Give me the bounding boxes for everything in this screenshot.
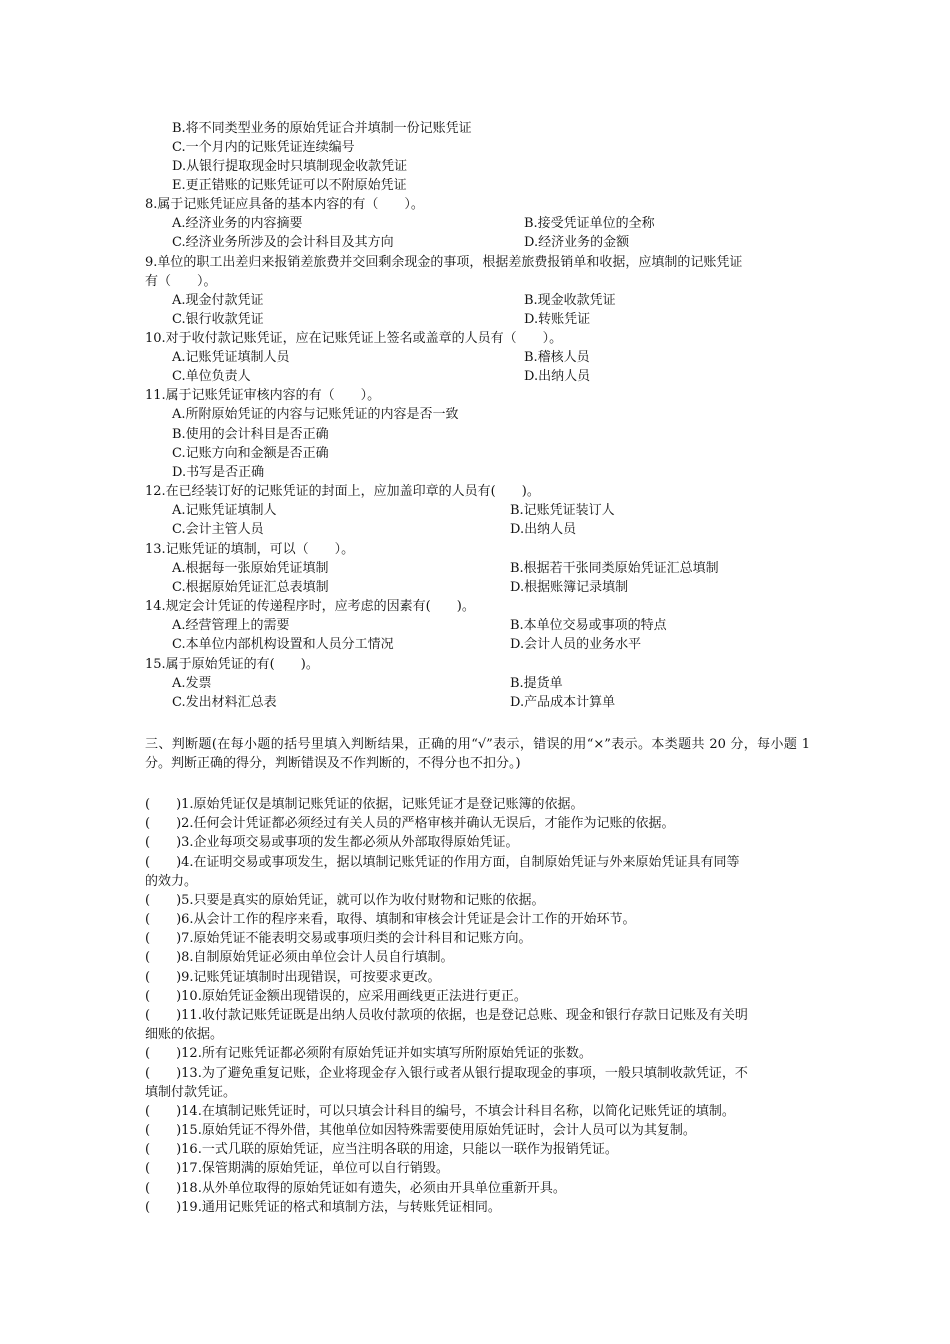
judge-item-11-cont: 细账的依据。 [145, 1027, 224, 1042]
judge-item-text: 10.原始凭证金额出现错误的，应采用画线更正法进行更正。 [181, 989, 527, 1004]
judge-item-7 [145, 929, 532, 948]
question-9-option-b: B.现金收款凭证 [524, 293, 616, 308]
question-15-option-b: B.提货单 [510, 676, 563, 691]
answer-bracket[interactable]: ( ) [145, 1066, 182, 1081]
question-10-option-c: C.单位负责人 [172, 369, 251, 384]
answer-bracket[interactable]: ( ) [145, 1181, 182, 1196]
judge-item-13 [145, 1064, 748, 1083]
question-9-stem-cont: 有（ ）。 [145, 274, 217, 289]
question-8-stem: 8.属于记账凭证应具备的基本内容的有（ ）。 [145, 197, 424, 212]
judge-item-text: 3.企业每项交易或事项的发生都必须从外部取得原始凭证。 [181, 835, 519, 850]
answer-bracket[interactable]: ( ) [145, 931, 182, 946]
question-14-option-b: B.本单位交易或事项的特点 [510, 618, 667, 633]
judge-item-2 [145, 814, 675, 833]
question-13-option-d: D.根据账簿记录填制 [510, 580, 629, 595]
question-15-option-c: C.发出材料汇总表 [172, 695, 277, 710]
question-8-option-c: C.经济业务所涉及的会计科目及其方向 [172, 235, 394, 250]
judge-item-8 [145, 948, 454, 967]
answer-bracket[interactable]: ( ) [145, 855, 182, 870]
judge-item-5 [145, 891, 545, 910]
question-11-option-b: B.使用的会计科目是否正确 [172, 427, 329, 442]
question-15-stem: 15.属于原始凭证的有( )。 [145, 657, 319, 672]
option-e: E.更正错账的记账凭证可以不附原始凭证 [172, 178, 407, 193]
question-12-option-b: B.记账凭证装订人 [510, 503, 615, 518]
question-10-option-a: A.记账凭证填制人员 [172, 350, 290, 365]
judge-item-15 [145, 1121, 696, 1140]
judge-item-text: 2.任何会计凭证都必须经过有关人员的严格审核并确认无误后，才能作为记账的依据。 [181, 816, 675, 831]
question-12-option-c: C.会计主管人员 [172, 522, 264, 537]
judge-item-text: 1.原始凭证仅是填制记账凭证的依据，记账凭证才是登记账簿的依据。 [181, 797, 584, 812]
answer-bracket[interactable]: ( ) [145, 1200, 182, 1215]
judge-item-text: 8.自制原始凭证必须由单位会计人员自行填制。 [181, 950, 454, 965]
judge-item-text: 12.所有记账凭证都必须附有原始凭证并如实填写所附原始凭证的张数。 [181, 1046, 592, 1061]
judge-item-19 [145, 1198, 501, 1217]
judge-item-13-cont: 填制付款凭证。 [145, 1085, 237, 1100]
question-9-stem: 9.单位的职工出差归来报销差旅费并交回剩余现金的事项，根据差旅费报销单和收据，应填制的记账凭证 [145, 255, 743, 270]
judge-item-6 [145, 910, 636, 929]
question-13-option-c: C.根据原始凭证汇总表填制 [172, 580, 329, 595]
judge-item-4-cont: 的效力。 [145, 874, 198, 889]
question-15-option-d: D.产品成本计算单 [510, 695, 616, 710]
judge-item-text: 19.通用记账凭证的格式和填制方法，与转账凭证相同。 [181, 1200, 501, 1215]
question-13-option-b: B.根据若干张同类原始凭证汇总填制 [510, 561, 719, 576]
question-13-option-a: A.根据每一张原始凭证填制 [172, 561, 329, 576]
answer-bracket[interactable]: ( ) [145, 816, 182, 831]
judge-item-text: 13.为了避免重复记账，企业将现金存入银行或者从银行提取现金的事项，一般只填制收款凭证，不 [181, 1066, 748, 1081]
question-14-stem: 14.规定会计凭证的传递程序时，应考虑的因素有( )。 [145, 599, 475, 614]
option-c: C.一个月内的记账凭证连续编号 [172, 140, 355, 155]
answer-bracket[interactable]: ( ) [145, 1142, 182, 1157]
question-10-option-d: D.出纳人员 [524, 369, 591, 384]
question-11-option-d: D.书写是否正确 [172, 465, 265, 480]
judge-item-text: 14.在填制记账凭证时，可以只填会计科目的编号，不填会计科目名称，以简化记账凭证的填制。 [181, 1104, 735, 1119]
judge-item-text: 11.收付款记账凭证既是出纳人员收付款项的依据，也是登记总账、现金和银行存款日记账及有关明 [181, 1008, 748, 1023]
judge-item-16 [145, 1140, 618, 1159]
answer-bracket[interactable]: ( ) [145, 797, 182, 812]
question-14-option-c: C.本单位内部机构设置和人员分工情况 [172, 637, 394, 652]
question-8-option-b: B.接受凭证单位的全称 [524, 216, 655, 231]
question-14-option-a: A.经营管理上的需要 [172, 618, 290, 633]
judge-item-text: 5.只要是真实的原始凭证，就可以作为收付财物和记账的依据。 [181, 893, 545, 908]
judge-item-text: 6.从会计工作的程序来看，取得、填制和审核会计凭证是会计工作的开始环节。 [181, 912, 636, 927]
section-3-heading: 三、判断题(在每小题的括号里填入判断结果，正确的用“√”表示，错误的用“×”表示。本类题共 20 分，每小题 1 分。判断正确的得分，判断错误及不作判断的，不得分也不扣分。) [145, 737, 810, 771]
judge-item-text: 9.记账凭证填制时出现错误，可按要求更改。 [181, 970, 441, 985]
judge-item-9 [145, 968, 441, 987]
question-15-option-a: A.发票 [172, 676, 212, 691]
question-10-stem: 10.对于收付款记账凭证，应在记账凭证上签名或盖章的人员有（ ）。 [145, 331, 563, 346]
judge-item-12 [145, 1044, 592, 1063]
judge-item-17 [145, 1159, 449, 1178]
answer-bracket[interactable]: ( ) [145, 835, 182, 850]
judge-item-text: 18.从外单位取得的原始凭证如有遗失，必须由开具单位重新开具。 [181, 1181, 566, 1196]
answer-bracket[interactable]: ( ) [145, 1104, 182, 1119]
answer-bracket[interactable]: ( ) [145, 893, 182, 908]
judge-item-4 [145, 853, 740, 872]
question-14-option-d: D.会计人员的业务水平 [510, 637, 642, 652]
judge-item-14 [145, 1102, 735, 1121]
judge-item-text: 7.原始凭证不能表明交易或事项归类的会计科目和记账方向。 [181, 931, 532, 946]
question-12-option-d: D.出纳人员 [510, 522, 577, 537]
judge-item-3 [145, 833, 519, 852]
judge-item-text: 17.保管期满的原始凭证，单位可以自行销毁。 [181, 1161, 449, 1176]
answer-bracket[interactable]: ( ) [145, 1008, 182, 1023]
question-10-option-b: B.稽核人员 [524, 350, 590, 365]
answer-bracket[interactable]: ( ) [145, 1046, 182, 1061]
question-8-option-a: A.经济业务的内容摘要 [172, 216, 303, 231]
question-11-option-c: C.记账方向和金额是否正确 [172, 446, 329, 461]
answer-bracket[interactable]: ( ) [145, 912, 182, 927]
judge-item-18 [145, 1179, 566, 1198]
question-11-option-a: A.所附原始凭证的内容与记账凭证的内容是否一致 [172, 407, 459, 422]
question-12-stem: 12.在已经装订好的记账凭证的封面上，应加盖印章的人员有( )。 [145, 484, 540, 499]
option-b: B.将不同类型业务的原始凭证合并填制一份记账凭证 [172, 121, 472, 136]
question-9-option-d: D.转账凭证 [524, 312, 591, 327]
judge-item-text: 16.一式几联的原始凭证，应当注明各联的用途，只能以一联作为报销凭证。 [181, 1142, 618, 1157]
answer-bracket[interactable]: ( ) [145, 1161, 182, 1176]
answer-bracket[interactable]: ( ) [145, 950, 182, 965]
question-12-option-a: A.记账凭证填制人 [172, 503, 277, 518]
answer-bracket[interactable]: ( ) [145, 1123, 182, 1138]
question-9-option-a: A.现金付款凭证 [172, 293, 264, 308]
question-8-option-d: D.经济业务的金额 [524, 235, 630, 250]
question-11-stem: 11.属于记账凭证审核内容的有（ ）。 [145, 388, 381, 403]
question-13-stem: 13.记账凭证的填制，可以（ ）。 [145, 542, 355, 557]
judge-item-text: 4.在证明交易或事项发生，据以填制记账凭证的作用方面，自制原始凭证与外来原始凭证具有同等 [181, 855, 740, 870]
question-9-option-c: C.银行收款凭证 [172, 312, 264, 327]
judge-item-1 [145, 795, 584, 814]
option-d: D.从银行提取现金时只填制现金收款凭证 [172, 159, 408, 174]
judge-item-11 [145, 1006, 748, 1025]
judge-item-10 [145, 987, 527, 1006]
judge-item-text: 15.原始凭证不得外借，其他单位如因特殊需要使用原始凭证时，会计人员可以为其复制。 [181, 1123, 696, 1138]
answer-bracket[interactable]: ( ) [145, 970, 182, 985]
answer-bracket[interactable]: ( ) [145, 989, 182, 1004]
